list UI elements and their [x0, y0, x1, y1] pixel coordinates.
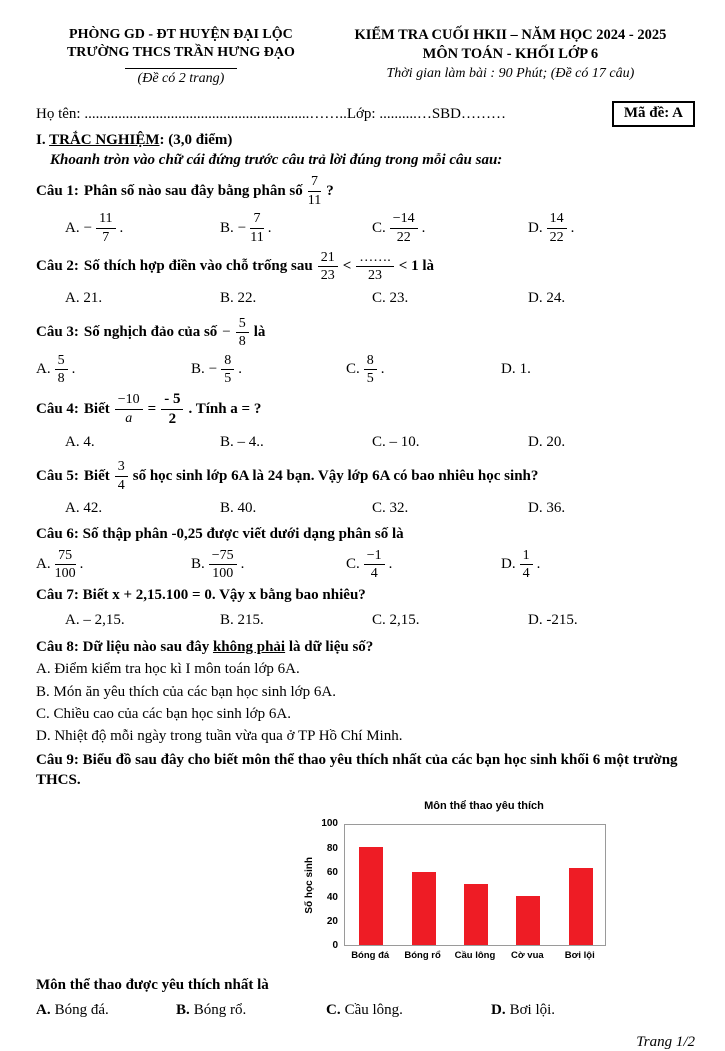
question-label: Câu 8:: [36, 638, 79, 655]
numerator: 7: [308, 174, 321, 191]
question-label: Câu 7:: [36, 587, 79, 604]
fraction: [364, 353, 377, 387]
question-9-sub: Môn thể thao được yêu thích nhất là: [36, 977, 269, 994]
option-b: [191, 548, 346, 582]
numerator: −10: [115, 392, 143, 409]
question-tail: < 1 là: [398, 258, 434, 275]
option-a: A. 4.: [65, 433, 95, 450]
option-period: .: [238, 360, 242, 377]
denominator: 100: [212, 565, 234, 581]
option-b: [220, 211, 372, 245]
question-label: Câu 1:: [36, 182, 79, 199]
subject-title: MÔN TOÁN - KHỐI LỚP 6: [422, 45, 599, 62]
numerator: - 5: [161, 391, 183, 410]
option-period: .: [570, 219, 575, 236]
numerator: 7: [250, 211, 263, 228]
option-b: B. – 4..: [220, 433, 264, 450]
numerator: 75: [55, 548, 76, 565]
option-c: C. 23.: [372, 290, 409, 307]
denominator: a: [125, 410, 133, 426]
numerator: 3: [115, 459, 128, 476]
question-5-text: [36, 459, 695, 493]
x-label-3: Cầu lông: [454, 950, 496, 962]
less-than: <: [342, 258, 352, 275]
y-tick-20: 20: [326, 915, 338, 927]
student-row: [36, 101, 695, 127]
option-label: C.: [326, 1001, 341, 1018]
question-7-options: [36, 609, 695, 633]
question-stem: Dữ liệu nào sau đây: [82, 638, 210, 655]
numerator: 21: [318, 250, 338, 267]
numerator: 8: [221, 353, 234, 370]
option-b: [191, 353, 346, 387]
exam-title: KIỂM TRA CUỐI HKII – NĂM HỌC 2024 - 2025: [354, 27, 667, 43]
duration-note: Thời gian làm bài : 90 Phút; (Đề có 17 câu): [386, 65, 635, 81]
option-label: B.: [191, 360, 205, 377]
option-c: [326, 1002, 491, 1019]
option-label: C.: [346, 360, 360, 377]
denominator: 4: [522, 565, 530, 581]
option-d: [491, 1002, 695, 1019]
numerator: 5: [236, 316, 249, 333]
fraction: [390, 211, 418, 245]
fraction: [236, 316, 249, 350]
denominator: 5: [224, 370, 232, 386]
option-c: C. Chiều cao của các bạn học sinh lớp 6A.: [36, 705, 291, 722]
option-a: [36, 1002, 176, 1019]
minus-sign: −: [222, 324, 231, 341]
option-b: B. 22.: [220, 290, 257, 307]
option-a: [36, 353, 191, 387]
section-prefix: I.: [36, 132, 50, 149]
question-6-options: [36, 548, 695, 582]
question-1-text: [36, 174, 695, 208]
chart-x-labels: [344, 950, 624, 961]
question-stem: Số thập phân -0,25 được viết dưới dạng phân số là: [82, 526, 404, 543]
y-tick-80: 80: [326, 842, 338, 854]
fraction: [115, 392, 143, 426]
option-period: .: [71, 360, 76, 377]
fraction: [55, 548, 76, 582]
question-tail: là dữ liệu số?: [288, 638, 374, 655]
question-3: [36, 311, 695, 387]
numerator: 1: [520, 548, 533, 565]
denominator: 23: [368, 268, 383, 284]
x-label-5: Bơi lội: [564, 950, 595, 962]
chart-body: [302, 818, 624, 952]
fraction: [364, 548, 385, 582]
question-5: [36, 454, 695, 520]
denominator: 11: [250, 229, 264, 245]
section-suffix: : (3,0 điểm): [159, 132, 233, 149]
option-period: .: [240, 555, 245, 572]
option-text: 1.: [519, 360, 531, 377]
question-7-text: [36, 586, 695, 606]
option-c: C. 32.: [372, 499, 409, 516]
bar-3: [464, 884, 488, 945]
option-d: D. 24.: [528, 290, 566, 307]
question-emphasis: không phải: [212, 638, 286, 655]
denominator: 5: [366, 370, 374, 386]
option-a: A. 21.: [65, 290, 103, 307]
equals-sign: =: [147, 400, 157, 417]
question-9-options: [36, 998, 695, 1022]
option-b: B. 215.: [220, 612, 264, 629]
numerator: …….: [356, 250, 394, 267]
question-label: Câu 3:: [36, 324, 79, 341]
question-stem: Số thích hợp điền vào chỗ trống sau: [83, 258, 313, 275]
header-left: [36, 26, 326, 87]
section-instruction: Khoanh tròn vào chữ cái đứng trước câu trả lời đúng trong mỗi câu sau:: [50, 152, 503, 169]
y-tick-60: 60: [326, 867, 338, 879]
numerator: 8: [364, 353, 377, 370]
question-6: [36, 520, 695, 581]
option-d: D. 20.: [528, 433, 566, 450]
fraction: [161, 391, 183, 427]
option-label: A.: [36, 360, 51, 377]
option-b: B. 40.: [220, 499, 257, 516]
option-period: .: [388, 555, 393, 572]
x-label-1: Bóng đá: [351, 950, 390, 962]
bar-1: [359, 847, 383, 945]
option-label: D.: [501, 555, 516, 572]
option-period: .: [267, 219, 272, 236]
chart-y-axis-label: [302, 824, 316, 946]
question-1: [36, 169, 695, 245]
option-a: A. Điểm kiểm tra học kì I môn toán lớp 6A.: [36, 661, 300, 678]
question-tail: . Tính a = ?: [188, 400, 262, 417]
sports-bar-chart: [302, 800, 624, 961]
option-c: [346, 353, 501, 387]
question-9-text: [36, 751, 695, 790]
question-stem: Phân số nào sau đây bằng phân số: [83, 182, 303, 199]
question-label: Câu 6:: [36, 526, 79, 543]
fraction: [221, 353, 234, 387]
y-axis-label-text: Số học sinh: [303, 857, 315, 914]
numerator: −75: [209, 548, 237, 565]
y-tick-0: 0: [332, 940, 338, 952]
fraction: [318, 250, 338, 284]
option-a: A. 42.: [65, 499, 103, 516]
header: [36, 26, 695, 87]
question-2-text: [36, 250, 695, 284]
minus-sign: −: [208, 360, 218, 377]
fraction: [209, 548, 237, 582]
minus-sign: −: [83, 219, 93, 236]
question-7: [36, 581, 695, 633]
y-tick-40: 40: [326, 891, 338, 903]
x-label-2: Bóng rổ: [404, 950, 441, 962]
section-title: [36, 132, 695, 149]
question-8-text: [36, 638, 695, 658]
option-label: C.: [346, 555, 360, 572]
option-label: B.: [176, 1001, 190, 1018]
denominator: 7: [102, 229, 110, 245]
option-label: B.: [220, 219, 234, 236]
bar-5: [569, 868, 593, 945]
denominator: 8: [57, 370, 65, 386]
denominator: 2: [168, 410, 177, 427]
x-label-4: Cờ vua: [511, 950, 544, 962]
question-stem: Biểu đồ sau đây cho biết môn thể thao yêu thích nhất của các bạn học sinh khối 6 một trường THCS.: [36, 752, 678, 788]
question-label: Câu 5:: [36, 467, 79, 484]
option-label: D.: [491, 1001, 506, 1018]
question-9: [36, 746, 695, 1022]
option-text: Cầu lông.: [344, 1001, 403, 1018]
option-a: A. – 2,15.: [65, 612, 125, 629]
chart-title: Môn thể thao yêu thích: [424, 800, 544, 813]
question-3-text: [36, 316, 695, 350]
option-text: Bóng rổ.: [193, 1001, 247, 1018]
option-label: D.: [501, 360, 516, 377]
numerator: −1: [364, 548, 385, 565]
option-period: .: [536, 555, 541, 572]
numerator: 11: [96, 211, 115, 228]
option-label: A.: [36, 555, 51, 572]
pages-note: (Đề có 2 trang): [137, 71, 225, 87]
header-right: [326, 26, 695, 83]
fraction: [96, 211, 115, 245]
question-2-options: [36, 287, 695, 311]
question-6-text: [36, 525, 695, 545]
option-period: .: [79, 555, 84, 572]
page-number: Trang 1/2: [636, 1034, 695, 1051]
question-2: [36, 245, 695, 311]
option-d: [501, 361, 695, 378]
numerator: −14: [390, 211, 418, 228]
question-5-options: [36, 496, 695, 520]
question-3-options: [36, 353, 695, 387]
denominator: 23: [320, 268, 335, 284]
question-tail: số học sinh lớp 6A là 24 bạn. Vậy lớp 6A có bao nhiêu học sinh?: [132, 467, 539, 484]
minus-sign: −: [237, 219, 247, 236]
option-b: [176, 1002, 326, 1019]
fraction: [520, 548, 533, 582]
y-tick-100: 100: [321, 818, 338, 830]
student-info-line: Họ tên: ............................................................……..Lớp: ..........…SBD………: [36, 106, 507, 123]
option-c: C. 2,15.: [372, 612, 420, 629]
option-c: [346, 548, 501, 582]
question-label: Câu 4:: [36, 400, 79, 417]
option-c: C. – 10.: [372, 433, 420, 450]
option-label: B.: [191, 555, 205, 572]
fraction: [55, 353, 68, 387]
fraction: [250, 211, 263, 245]
denominator: 11: [307, 192, 322, 208]
denominator: 22: [549, 229, 564, 245]
option-label: C.: [372, 219, 386, 236]
section-name: TRẮC NGHIỆM: [49, 132, 160, 149]
option-d: [501, 548, 695, 582]
header-rule: [125, 68, 237, 69]
option-text: Bóng đá.: [54, 1001, 109, 1018]
question-stem: Số nghịch đảo của số: [83, 324, 218, 341]
option-label: A.: [65, 219, 80, 236]
question-4-options: [36, 430, 695, 454]
question-stem: Biết: [83, 467, 110, 484]
option-d: D. 36.: [528, 499, 566, 516]
option-period: .: [421, 219, 426, 236]
chart-plot: [344, 824, 606, 946]
fraction: [115, 459, 128, 493]
question-stem: Biết: [83, 400, 110, 417]
option-text: Bơi lội.: [509, 1001, 556, 1018]
denominator: 8: [238, 334, 246, 350]
bar-4: [516, 896, 540, 945]
option-label: A.: [36, 1001, 51, 1018]
exam-code-box: Mã đề: A: [612, 101, 695, 127]
denominator: 100: [54, 565, 76, 581]
denominator: 4: [117, 477, 125, 493]
option-d: D. -215.: [528, 612, 578, 629]
question-8: [36, 633, 695, 747]
question-4: [36, 386, 695, 454]
option-a: [65, 211, 220, 245]
fraction: [308, 174, 321, 208]
option-period: .: [380, 360, 385, 377]
chart-y-axis: [316, 818, 344, 952]
option-label: D.: [528, 219, 543, 236]
question-tail: ?: [326, 182, 334, 199]
question-stem: Biết x + 2,15.100 = 0. Vậy x bằng bao nhiêu?: [82, 587, 366, 604]
option-c: [372, 211, 528, 245]
question-label: Câu 9:: [36, 752, 79, 769]
option-a: [36, 548, 191, 582]
question-4-text: [36, 391, 695, 427]
question-tail: là: [253, 324, 266, 341]
question-label: Câu 2:: [36, 258, 79, 275]
denominator: 4: [370, 565, 378, 581]
option-period: .: [119, 219, 124, 236]
numerator: 5: [55, 353, 68, 370]
fraction-blank: [356, 250, 394, 284]
option-d: [528, 211, 695, 245]
department-name: PHÒNG GD - ĐT HUYỆN ĐẠI LỘC: [69, 27, 293, 42]
fraction: [547, 211, 567, 245]
bar-2: [412, 872, 436, 945]
question-1-options: [36, 211, 695, 245]
school-name: TRƯỜNG THCS TRẦN HƯNG ĐẠO: [66, 45, 295, 61]
denominator: 22: [396, 229, 411, 245]
option-d: D. Nhiệt độ mỗi ngày trong tuần vừa qua ở TP Hồ Chí Minh.: [36, 728, 403, 745]
numerator: 14: [547, 211, 567, 228]
option-b: B. Món ăn yêu thích của các bạn học sinh lớp 6A.: [36, 683, 336, 700]
